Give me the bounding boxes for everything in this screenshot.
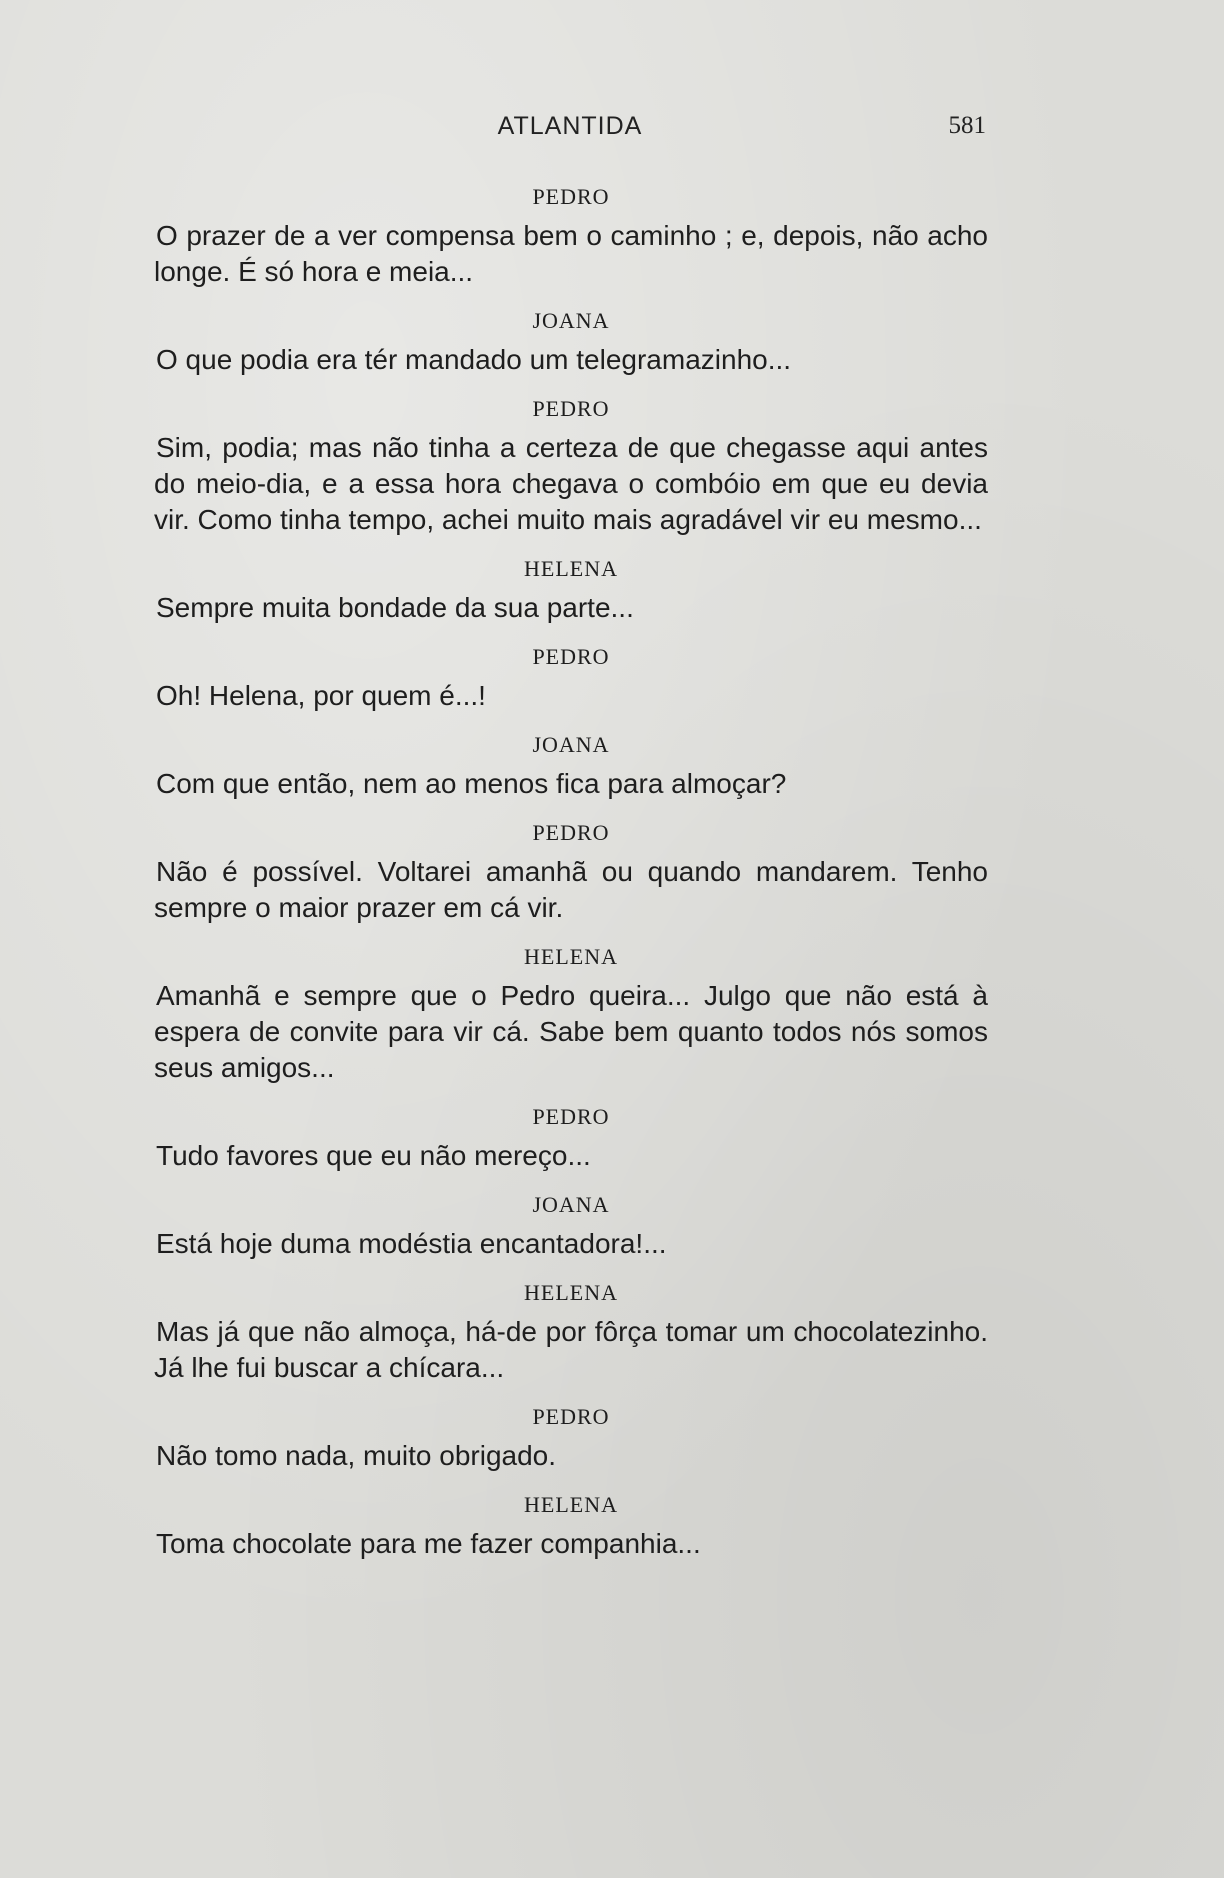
dialogue-line: Não é possível. Voltarei amanhã ou quando mandarem. Tenho sempre o maior prazer em cá vir. [154, 856, 988, 923]
dialogue-line: Toma chocolate para me fazer companhia... [156, 1528, 701, 1559]
speaker-name: HELENA [524, 1492, 618, 1517]
speaker-name: PEDRO [532, 1104, 610, 1129]
running-title: ATLANTIDA [497, 112, 643, 140]
speaker-name: JOANA [532, 1192, 610, 1217]
speaker-name: PEDRO [532, 1404, 610, 1429]
dialogue-line: Oh! Helena, por quem é...! [156, 680, 486, 711]
dialogue-line: O que podia era tér mandado um telegramazinho... [156, 344, 792, 375]
dialogue-block [154, 730, 988, 802]
dialogue-line: O prazer de a ver compensa bem o caminho ; e, depois, não acho longe. É só hora e meia... [154, 220, 988, 287]
dialogue-block [154, 554, 988, 626]
dialogue-block [154, 1402, 988, 1474]
speaker-name: HELENA [524, 944, 618, 969]
speaker-name: JOANA [532, 732, 610, 757]
speaker-name: JOANA [532, 308, 610, 333]
speaker-name: PEDRO [532, 644, 610, 669]
dialogue-block [154, 642, 988, 714]
page-number: 581 [948, 112, 986, 139]
dialogue-line: Sempre muita bondade da sua parte... [156, 592, 634, 623]
dialogue-block [154, 394, 988, 538]
dialogue-block [154, 306, 988, 378]
dialogue-block [154, 1278, 988, 1386]
speaker-name: PEDRO [532, 396, 610, 421]
dialogue-line: Está hoje duma modéstia encantadora!... [156, 1228, 667, 1259]
dialogue-block [154, 1102, 988, 1174]
dialogue-line: Não tomo nada, muito obrigado. [156, 1440, 557, 1471]
dialogue-line: Mas já que não almoça, há-de por fôrça tomar um chocolatezinho. Já lhe fui buscar a chícara... [154, 1316, 988, 1383]
speaker-name: PEDRO [532, 820, 610, 845]
dialogue-block [154, 942, 988, 1086]
speaker-name: PEDRO [532, 184, 610, 209]
dialogue-line: Com que então, nem ao menos fica para almoçar? [156, 768, 787, 799]
speaker-name: HELENA [524, 1280, 618, 1305]
dialogue-body [154, 182, 988, 1578]
dialogue-block [154, 1190, 988, 1262]
dialogue-line: Sim, podia; mas não tinha a certeza de que chegasse aqui antes do meio-dia, e a essa hora chegava o combóio em que eu devia vir. Como tinha tempo, achei muito mais agradável vir eu mesmo... [154, 432, 988, 535]
dialogue-block [154, 182, 988, 290]
dialogue-block [154, 818, 988, 926]
dialogue-block [154, 1490, 988, 1562]
dialogue-line: Tudo favores que eu não mereço... [156, 1140, 591, 1171]
speaker-name: HELENA [524, 556, 618, 581]
dialogue-line: Amanhã e sempre que o Pedro queira... Julgo que não está à espera de convite para vir cá. Sabe bem quanto todos nós somos seus amigos... [154, 980, 988, 1083]
page-header [154, 112, 986, 152]
